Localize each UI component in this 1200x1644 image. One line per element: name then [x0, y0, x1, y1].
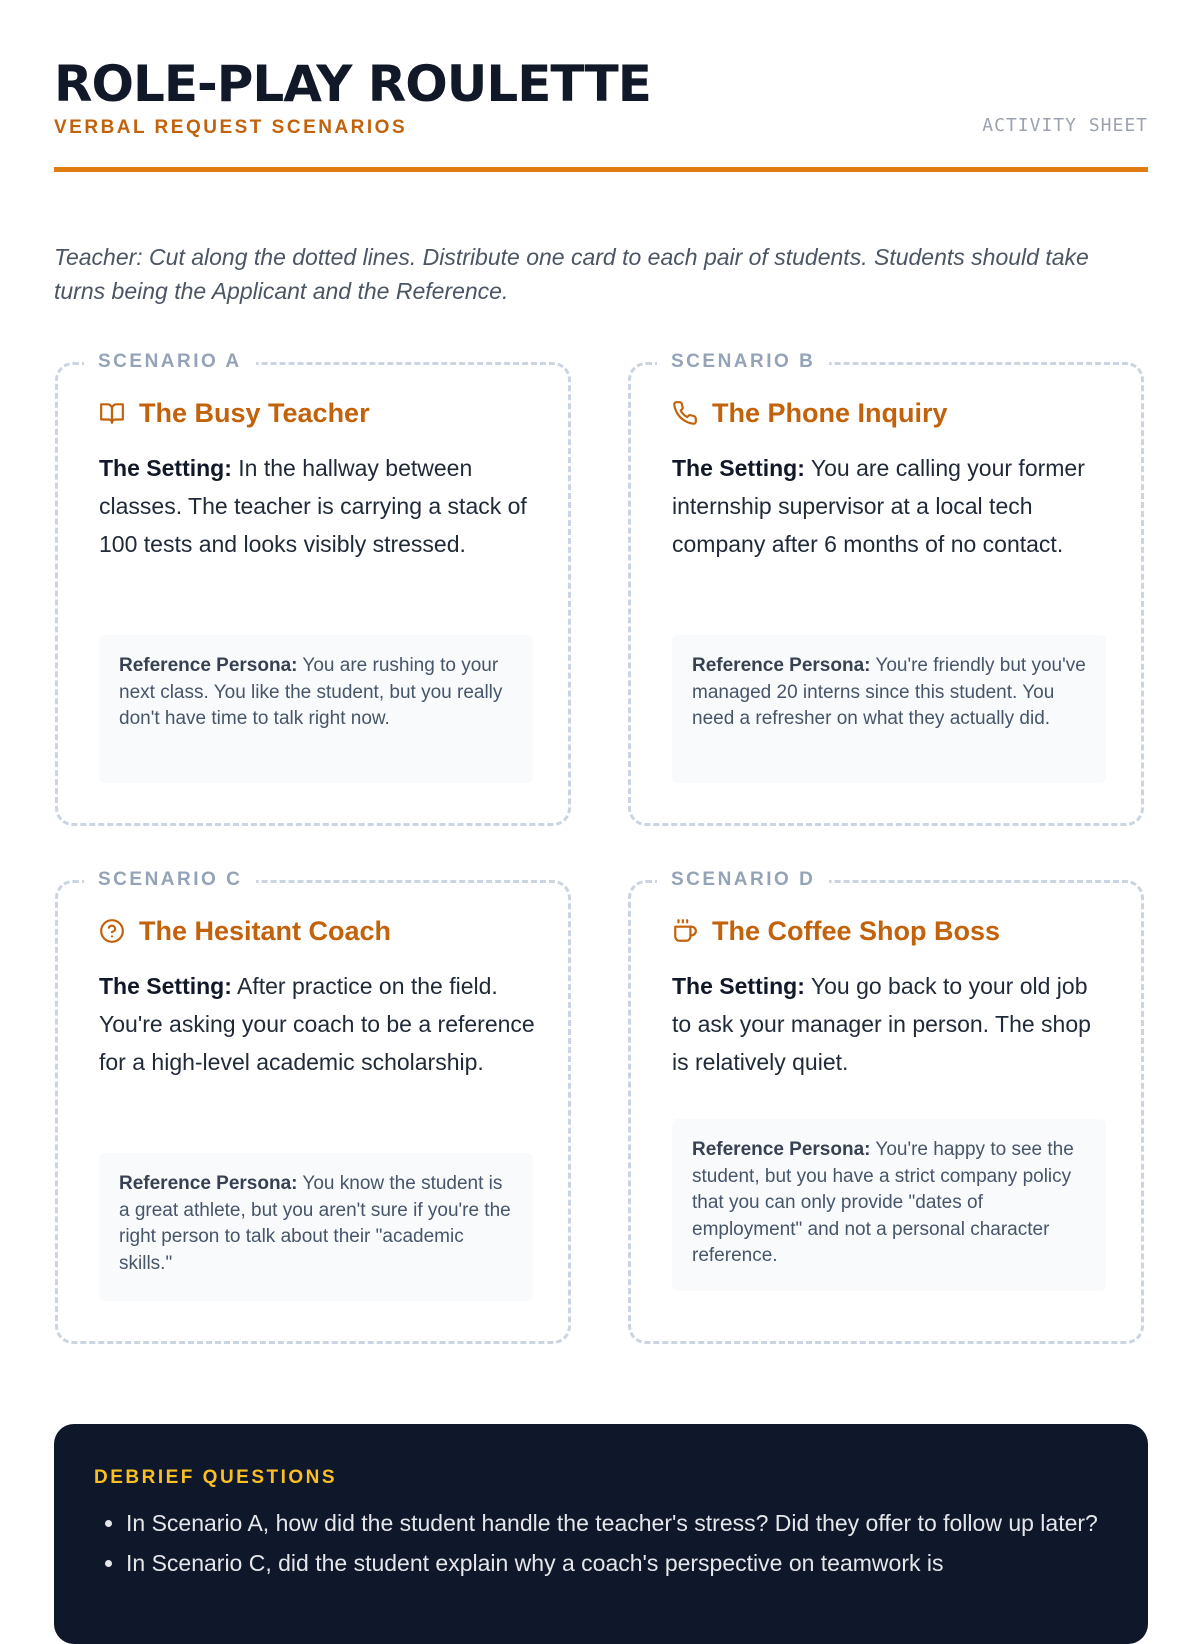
sheet-type-label: ACTIVITY SHEET — [982, 115, 1148, 136]
scenario-setting — [672, 449, 1112, 563]
reference-persona-box — [99, 1153, 533, 1301]
scenario-card-b — [628, 351, 1144, 826]
scenario-label: SCENARIO A — [84, 348, 256, 376]
scenario-title — [672, 913, 1000, 949]
page-title: ROLE-PLAY ROULETTE — [54, 55, 651, 113]
setting-label: The Setting: — [99, 973, 232, 999]
scenario-setting — [99, 449, 539, 563]
persona-label: Reference Persona: — [692, 1139, 871, 1160]
persona-label: Reference Persona: — [692, 655, 871, 676]
page-header — [54, 56, 1148, 176]
persona-text: You're happy to see the student, but you have a strict company policy that you can only provide "dates of employment" and not a personal character reference. — [692, 1139, 1074, 1266]
debrief-question: • In Scenario A, how did the student handle the teacher's stress? Did they offer to follow up later? — [126, 1506, 1126, 1540]
reference-persona-box — [99, 635, 533, 783]
book-icon — [99, 400, 125, 426]
scenario-setting — [672, 967, 1112, 1081]
reference-persona-box — [672, 1119, 1106, 1291]
scenario-card-d — [628, 869, 1144, 1344]
setting-label: The Setting: — [99, 455, 232, 481]
debrief-question: • In Scenario C, did the student explain why a coach's perspective on teamwork is — [126, 1546, 1126, 1580]
persona-text: You know the student is a great athlete, but you aren't sure if you're the right person to talk about their "academic skills." — [119, 1173, 511, 1274]
scenario-title-text: The Busy Teacher — [139, 398, 370, 428]
debrief-question-list — [94, 1506, 1126, 1586]
scenario-label: SCENARIO B — [657, 348, 829, 376]
setting-text: After practice on the field. You're asking your coach to be a reference for a high-level academic scholarship. — [99, 973, 535, 1075]
scenario-title — [99, 395, 370, 431]
scenario-setting — [99, 967, 539, 1081]
debrief-panel — [54, 1424, 1148, 1644]
phone-icon — [672, 400, 698, 426]
setting-label: The Setting: — [672, 455, 805, 481]
setting-label: The Setting: — [672, 973, 805, 999]
scenario-card-a — [55, 351, 571, 826]
scenario-label: SCENARIO D — [657, 866, 829, 894]
coffee-cup-icon — [672, 918, 698, 944]
setting-text: You go back to your old job to ask your manager in person. The shop is relatively quiet. — [672, 973, 1091, 1075]
scenario-title — [99, 913, 391, 949]
scenario-title-text: The Hesitant Coach — [139, 916, 392, 946]
page-subtitle: VERBAL REQUEST SCENARIOS — [54, 117, 408, 138]
setting-text: You are calling your former internship supervisor at a local tech company after 6 months of no contact. — [672, 455, 1085, 557]
scenario-card-c — [55, 869, 571, 1344]
debrief-title: DEBRIEF QUESTIONS — [94, 1467, 338, 1488]
scenario-title — [672, 395, 948, 431]
scenario-title-text: The Phone Inquiry — [712, 398, 948, 428]
scenario-title-text: The Coffee Shop Boss — [712, 916, 1001, 946]
teacher-instructions: Teacher: Cut along the dotted lines. Distribute one card to each pair of students. Students should take turns being the Applicant and the Reference. — [54, 244, 1089, 304]
persona-text: You are rushing to your next class. You like the student, but you really don't have time to talk right now. — [119, 655, 503, 729]
reference-persona-box — [672, 635, 1106, 783]
persona-label: Reference Persona: — [119, 1173, 298, 1194]
setting-text: In the hallway between classes. The teacher is carrying a stack of 100 tests and looks visibly stressed. — [99, 455, 527, 557]
question-circle-icon — [99, 918, 125, 944]
persona-label: Reference Persona: — [119, 655, 298, 676]
header-divider — [54, 167, 1148, 172]
persona-text: You're friendly but you've managed 20 interns since this student. You need a refresher on what they actually did. — [692, 655, 1086, 729]
scenario-label: SCENARIO C — [84, 866, 256, 894]
